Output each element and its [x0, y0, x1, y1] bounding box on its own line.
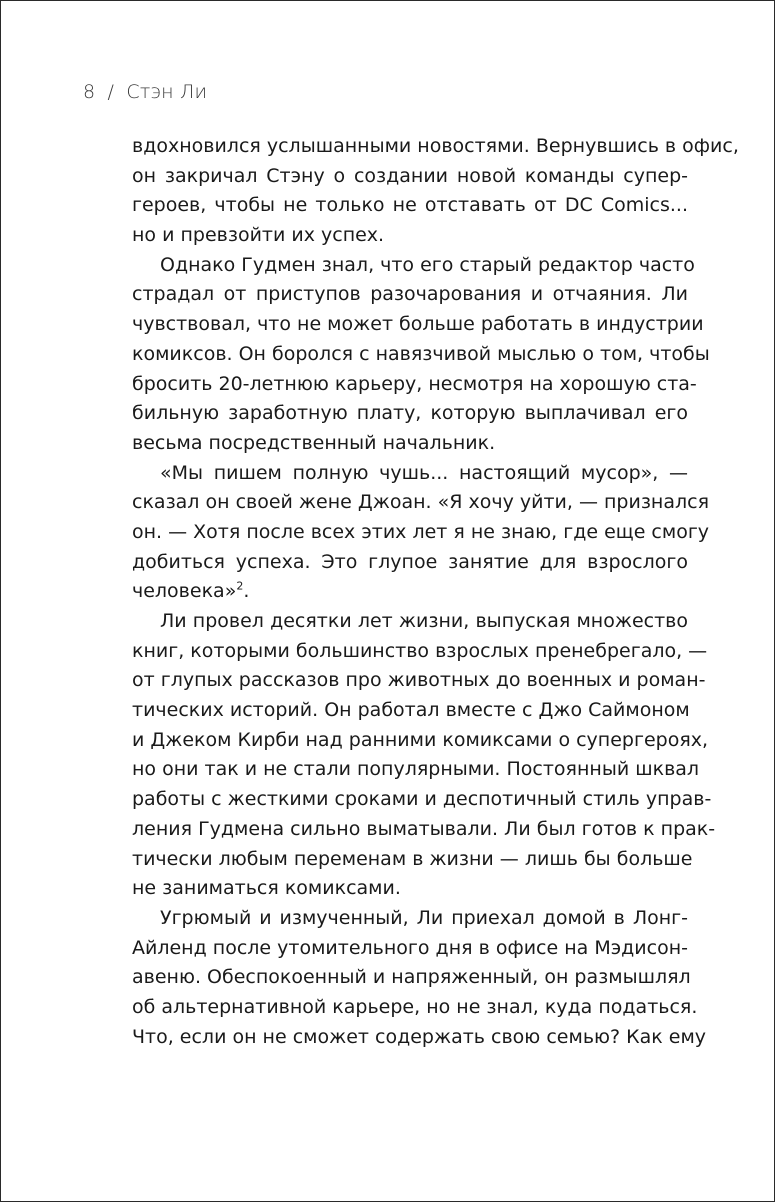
text-line: и Джеком Кирби над ранними комиксами о супергероях,: [132, 728, 709, 751]
text-line: об альтернативной карьере, но не знал, куда податься.: [132, 995, 698, 1018]
text-line: страдал от приступов разочарования и отчаяния. Ли: [132, 283, 688, 306]
paragraph: [132, 251, 710, 459]
text-line: не заниматься комиксами.: [132, 877, 401, 900]
paragraph: [132, 132, 739, 251]
text-line: бросить 20-летнюю карьеру, несмотря на хорошую ста-: [132, 372, 697, 395]
running-head-title: Стэн Ли: [126, 81, 208, 103]
text-line: «Мы пишем полную чушь... настоящий мусор», —: [160, 461, 688, 484]
running-head: [83, 81, 207, 103]
page-number: 8: [83, 81, 96, 103]
text-line: тических историй. Он работал вместе с Джо Саймоном: [132, 699, 690, 722]
text-line: бильную заработную плату, которую выплачивал его: [132, 402, 688, 425]
text-line: но они так и не стали популярными. Постоянный шквал: [132, 758, 700, 781]
footnote-reference[interactable]: 2: [236, 579, 244, 593]
text-line: от глупых рассказов про животных до военных и роман-: [132, 669, 706, 692]
text-line: Айленд после утомительного дня в офисе на Мэдисон-: [132, 936, 688, 959]
text-line: Ли провел десятки лет жизни, выпуская множество: [160, 610, 688, 632]
text-line: вдохновился услышанными новостями. Вернувшись в офис,: [132, 135, 739, 157]
text-line: но и превзойти их успех.: [132, 224, 385, 247]
text-line: чувствовал, что не может больше работать в индустрии: [132, 313, 704, 336]
text-line: книг, которыми большинство взрослых пренебрегало, —: [132, 639, 708, 662]
text-line: работы с жесткими сроками и деспотичный стиль управ-: [132, 788, 712, 811]
text-line: героев, чтобы не только не отставать от DC Comics...: [132, 194, 688, 217]
text-line: ления Гудмена сильно выматывали. Ли был готов к прак-: [132, 817, 716, 840]
text-line: весьма посредственный начальник.: [132, 431, 496, 454]
text-line: он закричал Стэну о создании новой команды супер-: [132, 164, 688, 187]
running-head-separator: /: [107, 81, 115, 103]
text-line: комиксов. Он боролся с навязчивой мыслью о том, чтобы: [132, 342, 710, 365]
text-line: Что, если он не сможет содержать свою семью? Как ему: [132, 1025, 707, 1048]
text-line: тически любым переменам в жизни — лишь бы больше: [132, 847, 693, 870]
text-line: Угрюмый и измученный, Ли приехал домой в Лонг-: [160, 906, 688, 929]
body-text: [132, 132, 739, 1052]
text-line: добиться успеха. Это глупое занятие для взрослого: [132, 550, 688, 573]
text-line: сказал он своей жене Джоан. «Я хочу уйти, — признался: [132, 491, 710, 514]
text-line: авеню. Обеспокоенный и напряженный, он размышлял: [132, 966, 691, 989]
text-line: человека»$^2$.: [132, 579, 250, 603]
text-line: Однако Гудмен знал, что его старый редактор часто: [160, 253, 695, 276]
paragraph: [132, 904, 707, 1052]
paragraph: [132, 607, 716, 904]
paragraph: [132, 459, 710, 607]
text-line: он. — Хотя после всех этих лет я не знаю, где еще смогу: [132, 520, 710, 543]
